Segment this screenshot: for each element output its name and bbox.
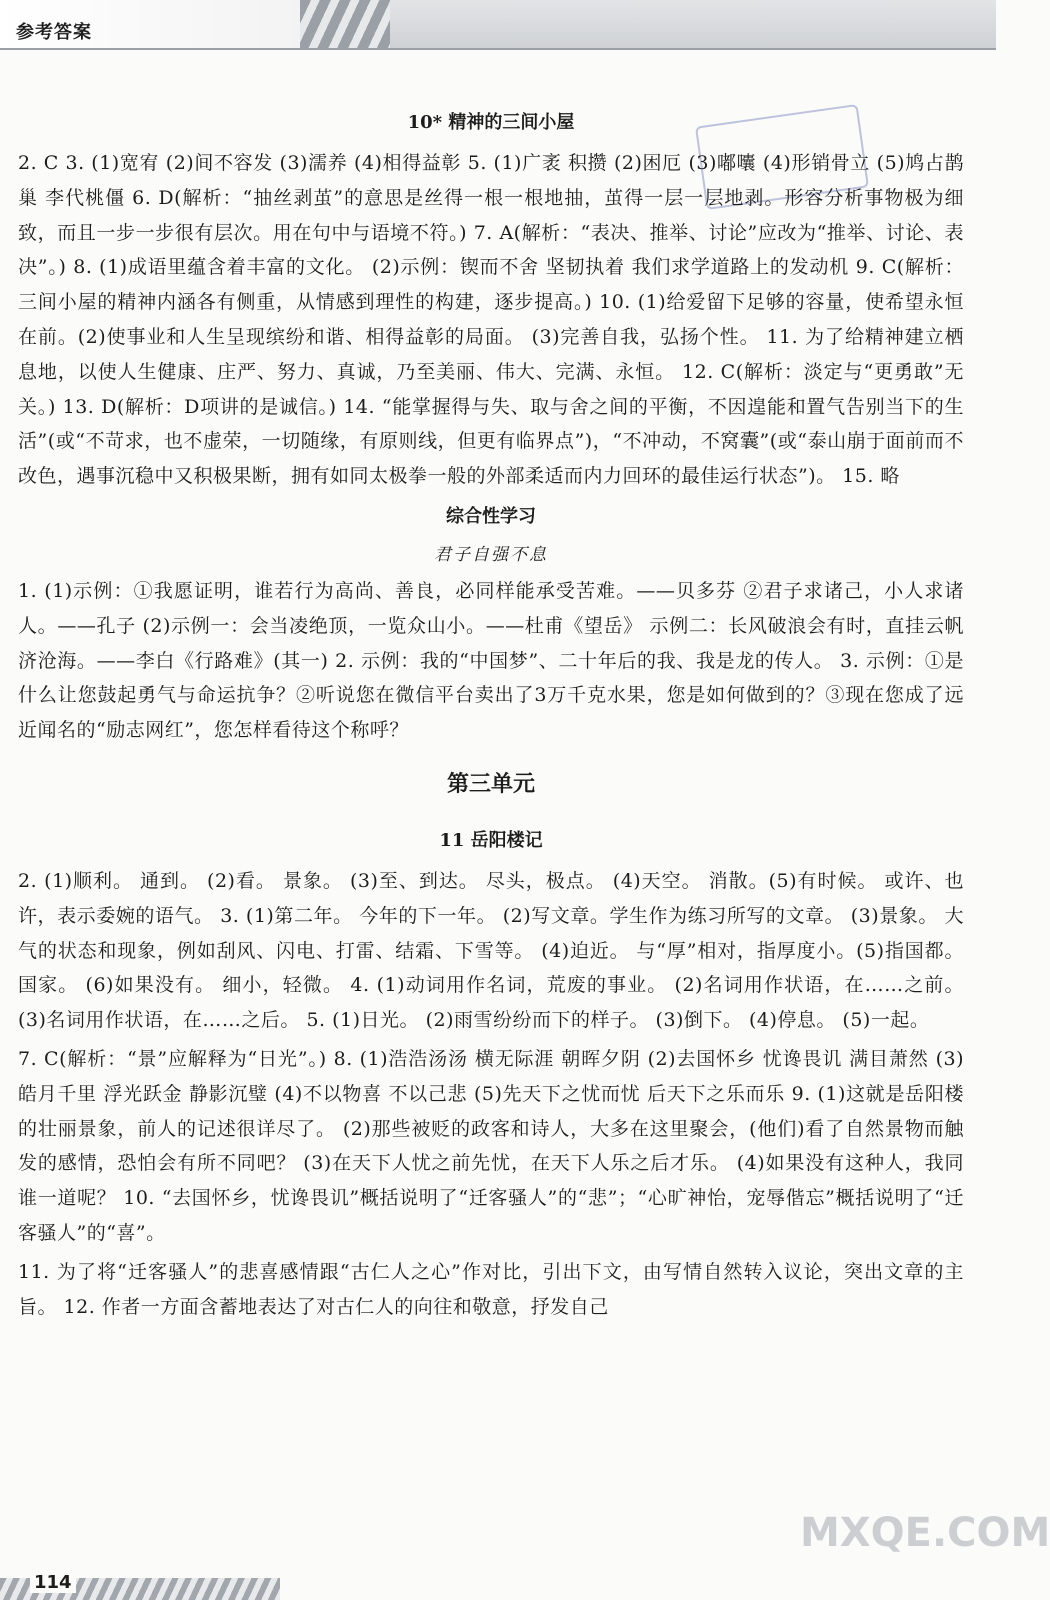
lesson-10-title: 10* 精神的三间小屋	[407, 112, 575, 133]
lesson-10-answers: 2. C 3. (1)宽宥 (2)间不容发 (3)濡养 (4)相得益彰 5. (1)广袤 积攒 (2)困厄 (3)嘟囔 (4)形销骨立 (5)鸠占鹊巢 李代桃僵 6. D(解析：“抽丝剥茧”的意思是丝得一根一根地抽，茧得一层一层地剥。形容分析事物极为细致，而且一步一步很有层次。用在句中与语境不符。) 7. A(解析：“表决、推举、讨论”应改为“推举、讨论、表决”。) 8. (1)成语里蕴含着丰富的文化。 (2)示例：锲而不舍 坚韧执着 我们求学道路上的发动机 9. C(解析：三间小屋的精神内涵各有侧重，从情感到理性的构建，逐步提高。) 10. (1)给爱留下足够的容量，使希望永恒在前。(2)使事业和人生呈现缤纷和谐、相得益彰的局面。 (3)完善自我，弘扬个性。 11. 为了给精神建立栖息地，以使人生健康、庄严、努力、真诚，乃至美丽、伟大、完满、永恒。 12. C(解析：淡定与“更勇敢”无关。) 13. D(解析：D项讲的是诚信。) 14. “能掌握得与失、取与舍之间的平衡，不因遑能和置气告别当下的生活”(或“不苛求，也不虚荣，一切随缘，有原则线，但更有临界点”)，“不冲动，不窝囊”(或“泰山崩于面前而不改色，遇事沉稳中又积极果断，拥有如同太极拳一般的外部柔适而内力回环的最佳运行状态”)。 15. 略	[18, 152, 964, 488]
lesson-11-answers-part3: 11. 为了将“迁客骚人”的悲喜感情跟“古仁人之心”作对比，引出下文，由写情自然转入议论，突出文章的主旨。 12. 作者一方面含蓄地表达了对古仁人的向往和敬意，抒发自己	[18, 1260, 964, 1318]
comprehensive-learning-subtitle: 君子自强不息	[434, 544, 548, 565]
watermark-logo: MXQE.COM	[800, 1510, 1050, 1556]
unit-title: 第三单元	[446, 770, 535, 797]
lesson-11-answers-part2: 7. C(解析：“景”应解释为“日光”。) 8. (1)浩浩汤汤 横无际涯 朝晖夕阴 (2)去国怀乡 忧谗畏讥 满目萧然 (3)皓月千里 浮光跃金 静影沉璧 (4)不以物喜 不以己悲 (5)先天下之忧而忧 后天下之乐而乐 9. (1)这就是岳阳楼的壮丽景象，前人的记述很详尽了。 (2)那些被贬的政客和诗人，大多在这里聚会，(他们)看了自然景物而触发的感情，恐怕会有所不同吧？ (3)在天下人忧之前先忧，在天下人乐之后才乐。 (4)如果没有这种人，我同谁一道呢？ 10. “去国怀乡，忧谗畏讥”概括说明了“迁客骚人”的“悲”；“心旷神怡，宠辱偕忘”概括说明了“迁客骚人”的“喜”。	[18, 1047, 965, 1244]
header-decoration	[300, 0, 390, 48]
header-rule	[0, 48, 996, 50]
answer-content	[18, 108, 964, 1328]
page-header-title: 参考答案	[16, 22, 92, 43]
page-number: 114	[30, 1572, 76, 1593]
lesson-11-answers-part1: 2. (1)顺利。 通到。 (2)看。 景象。 (3)至、到达。 尽头，极点。 (4)天空。 消散。(5)有时候。 或许、也许，表示委婉的语气。 3. (1)第二年。 今年的下一年。 (2)写文章。学生作为练习所写的文章。 (3)景象。 大气的状态和现象，例如刮风、闪电、打雷、结霜、下雪等。 (4)迫近。 与“厚”相对，指厚度小。(5)指国都。 国家。 (6)如果没有。 细小，轻微。 4. (1)动词用作名词，荒废的事业。 (2)名词用作状语，在……之前。 (3)名词用作状语，在……之后。 5. (1)日光。 (2)雨雪纷纷而下的样子。 (3)倒下。 (4)停息。 (5)一起。	[18, 869, 964, 1032]
lesson-11-title: 11 岳阳楼记	[439, 829, 543, 851]
comprehensive-learning-answers: 1. (1)示例：①我愿证明，谁若行为高尚、善良，必同样能承受苦难。——贝多芬 ②君子求诸己，小人求诸人。——孔子 (2)示例一：会当凌绝顶，一览众山小。——杜甫《望岳》 示例二：长风破浪会有时，直挂云帆济沧海。——李白《行路难》(其一) 2. 示例：我的“中国梦”、二十年后的我、我是龙的传人。 3. 示例：①是什么让您鼓起勇气与命运抗争？②听说您在微信平台卖出了3万千克水果，您是如何做到的？③现在您成了远近闻名的“励志网红”，您怎样看待这个称呼？	[18, 579, 964, 742]
comprehensive-learning-title: 综合性学习	[446, 505, 536, 527]
